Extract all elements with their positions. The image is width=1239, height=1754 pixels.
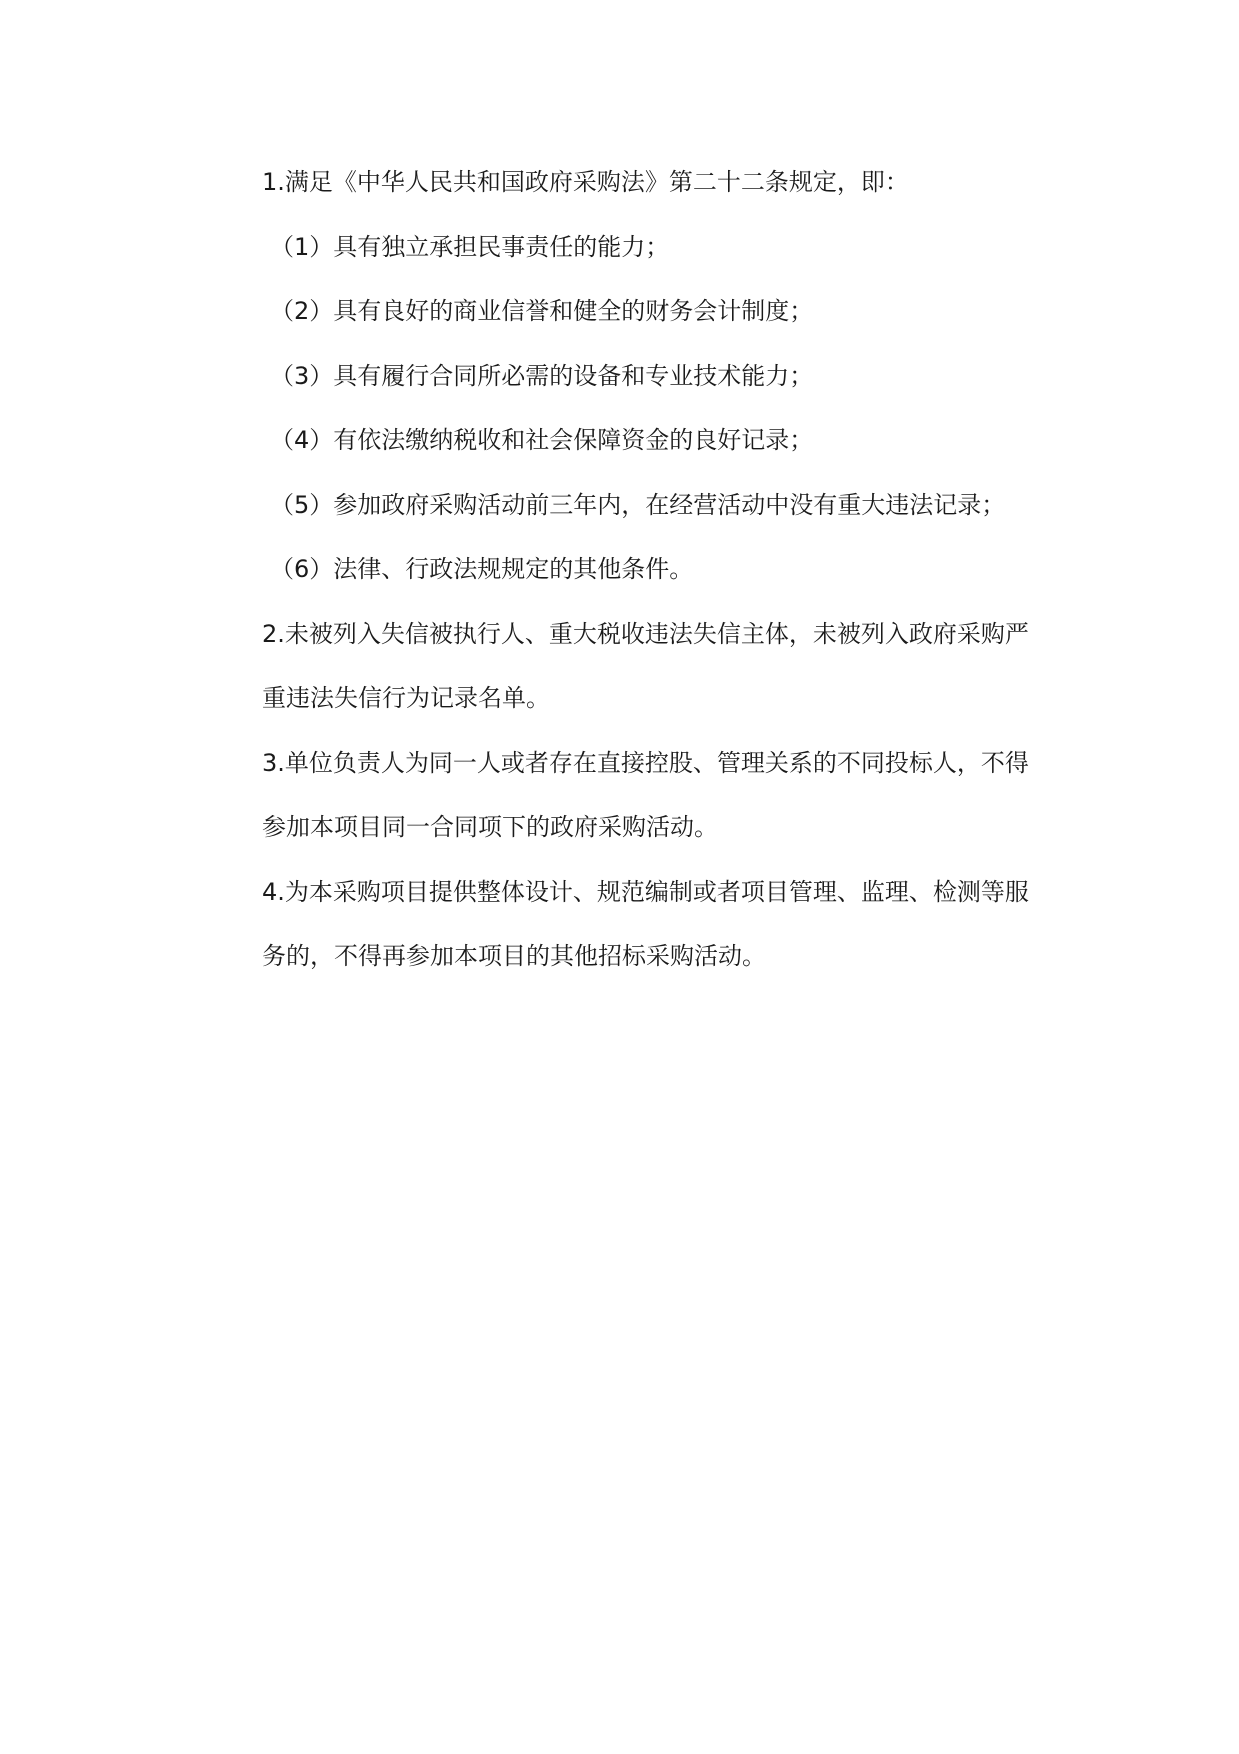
qualification-requirements bbox=[262, 150, 1062, 989]
item-3-line-2: 参加本项目同一合同项下的政府采购活动。 bbox=[262, 813, 718, 841]
item-1-subitem-3: （3）具有履行合同所必需的设备和专业技术能力； bbox=[270, 361, 814, 390]
item-1-subitem-4: （4）有依法缴纳税收和社会保障资金的良好记录； bbox=[270, 426, 814, 454]
item-1-subitem-1: （1）具有独立承担民事责任的能力； bbox=[270, 232, 670, 261]
item-1-subitem-6: （6）法律、行政法规规定的其他条件。 bbox=[270, 555, 694, 583]
item-1-subitem-5: （5）参加政府采购活动前三年内，在经营活动中没有重大违法记录； bbox=[270, 490, 1006, 519]
item-4-line-2: 务的，不得再参加本项目的其他招标采购活动。 bbox=[262, 942, 766, 970]
item-2-line-2: 重违法失信行为记录名单。 bbox=[262, 684, 550, 712]
item-2-line-1: 2.未被列入失信被执行人、重大税收违法失信主体，未被列入政府采购严 bbox=[262, 619, 1029, 648]
item-1-subitem-2: （2）具有良好的商业信誉和健全的财务会计制度； bbox=[270, 297, 814, 325]
item-4-line-1: 4.为本采购项目提供整体设计、规范编制或者项目管理、监理、检测等服 bbox=[262, 877, 1029, 906]
item-3-line-1: 3.单位负责人为同一人或者存在直接控股、管理关系的不同投标人，不得 bbox=[262, 748, 1029, 777]
item-1-heading: 1.满足《中华人民共和国政府采购法》第二十二条规定，即： bbox=[262, 168, 909, 196]
